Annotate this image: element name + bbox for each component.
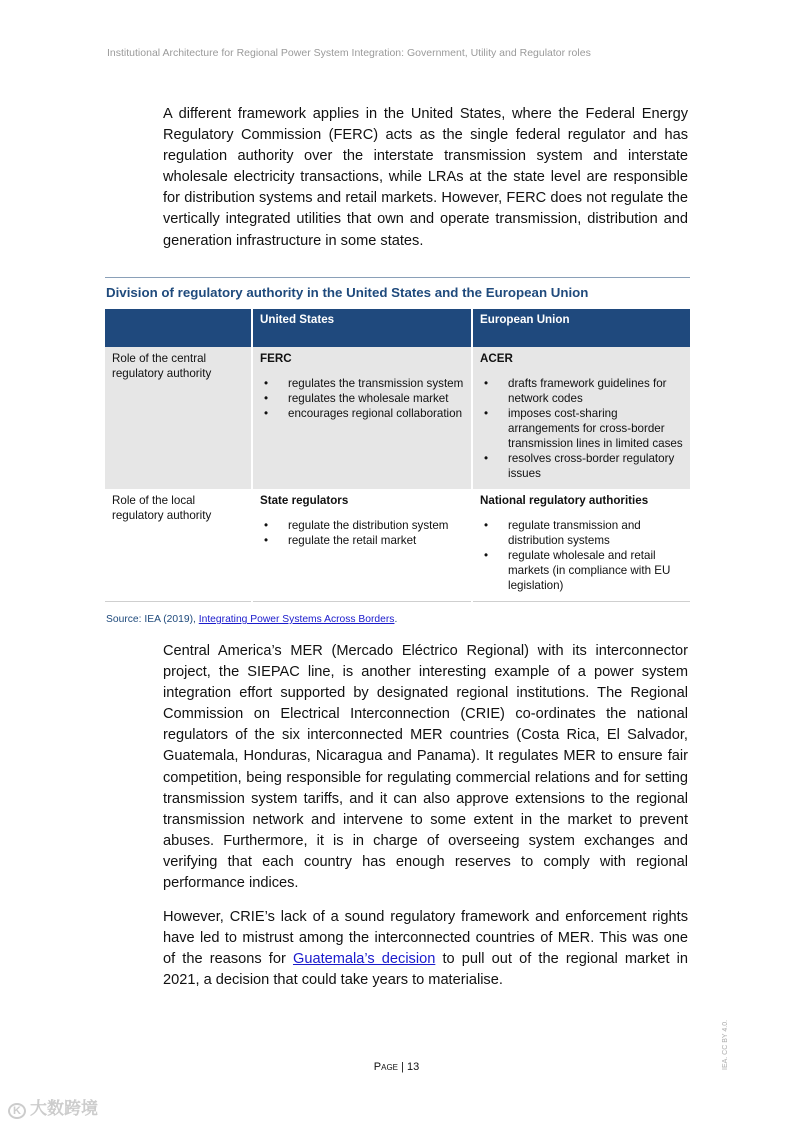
- list-item: • regulate the distribution system: [260, 518, 464, 533]
- table-source: [106, 614, 397, 625]
- column-header-us: United States: [252, 309, 472, 347]
- us-authority: FERC: [260, 352, 292, 365]
- eu-authority: ACER: [480, 352, 513, 365]
- watermark-text: 大数跨境: [29, 1099, 98, 1118]
- regulatory-authority-table: [105, 277, 690, 602]
- page-label: Page: [373, 1061, 398, 1073]
- list-item: • regulate transmission and distribution systems: [480, 518, 683, 548]
- running-header: Institutional Architecture for Regional Power System Integration: Government, Utility and Regulator roles: [107, 47, 591, 59]
- list-item: • encourages regional collaboration: [260, 406, 464, 421]
- table-row: [105, 489, 690, 602]
- page-number-value: 13: [406, 1061, 420, 1073]
- paragraph-mer: Central America’s MER (Mercado Eléctrico Regional) with its interconnector project, the SIEPAC line, is another interesting example of a power system integration effort supported by designated regional institutions. The Regional Commission on Electrical Interconnection (CRIE) co-ordinates the national regulators of the six interconnected MER countries (Costa Rica, El Salvador, Guatemala, Honduras, Nicaragua and Panama). It regulates MER to ensure fair competition, being responsible for regulating commercial relations and for setting transmission system tariffs, and it can also approve extensions to the regional transmission network and intervene to some extent in the market to prevent abuses. Furthermore, it is in charge of overseeing system exchanges and verifying that each country has enough reserves to comply with regional performance indices.: [163, 643, 688, 892]
- watermark-logo: K 大数跨境: [8, 1094, 98, 1119]
- eu-authority: National regulatory authorities: [480, 494, 649, 507]
- text: to pull out of the regional market in 2021, a decision that could take years to materialise.: [163, 951, 688, 989]
- table-title: Division of regulatory authority in the United States and the European Union: [106, 285, 589, 300]
- page-number: Page | 13: [373, 1061, 420, 1073]
- us-authority: State regulators: [260, 494, 349, 507]
- paragraph-crie: [163, 907, 688, 991]
- table-row: [105, 347, 690, 489]
- list-item: • resolves cross-border regulatory issues: [480, 451, 683, 481]
- text: However, CRIE’s lack of a sound regulatory framework and enforcement rights have led to mistrust among the interconnected countries of MER. This was one of the reasons for: [163, 909, 688, 968]
- column-header-empty: [105, 309, 252, 347]
- row-label: Role of the central regulatory authority: [105, 347, 252, 489]
- row-label: Role of the local regulatory authority: [105, 489, 252, 602]
- list-item: • regulate wholesale and retail markets (in compliance with EU legislation): [480, 548, 683, 593]
- license-note: IEA. CC BY 4.0.: [722, 1019, 729, 1070]
- source-link[interactable]: Integrating Power Systems Across Borders: [198, 614, 395, 625]
- list-item: • regulates the transmission system: [260, 376, 464, 391]
- source-prefix: Source: IEA (2019),: [106, 614, 199, 625]
- column-header-eu: European Union: [472, 309, 690, 347]
- list-item: • imposes cost-sharing arrangements for cross-border transmission lines in limited cases: [480, 406, 683, 451]
- list-item: • regulates the wholesale market: [260, 391, 464, 406]
- paragraph-us-framework: A different framework applies in the United States, where the Federal Energy Regulatory Commission (FERC) acts as the single federal regulator and has regulation authority over the interstate transmission system and interstate wholesale electricity transactions, while LRAs at the state level are responsible for distribution systems and retail markets. However, FERC does not regulate the vertically integrated utilities that own and operate transmission, distribution and generation infrastructure in some states.: [163, 106, 688, 249]
- list-item: • drafts framework guidelines for network codes: [480, 376, 683, 406]
- source-suffix: .: [394, 614, 398, 625]
- guatemala-decision-link[interactable]: Guatemala’s decision: [292, 951, 436, 968]
- list-item: • regulate the retail market: [260, 533, 464, 548]
